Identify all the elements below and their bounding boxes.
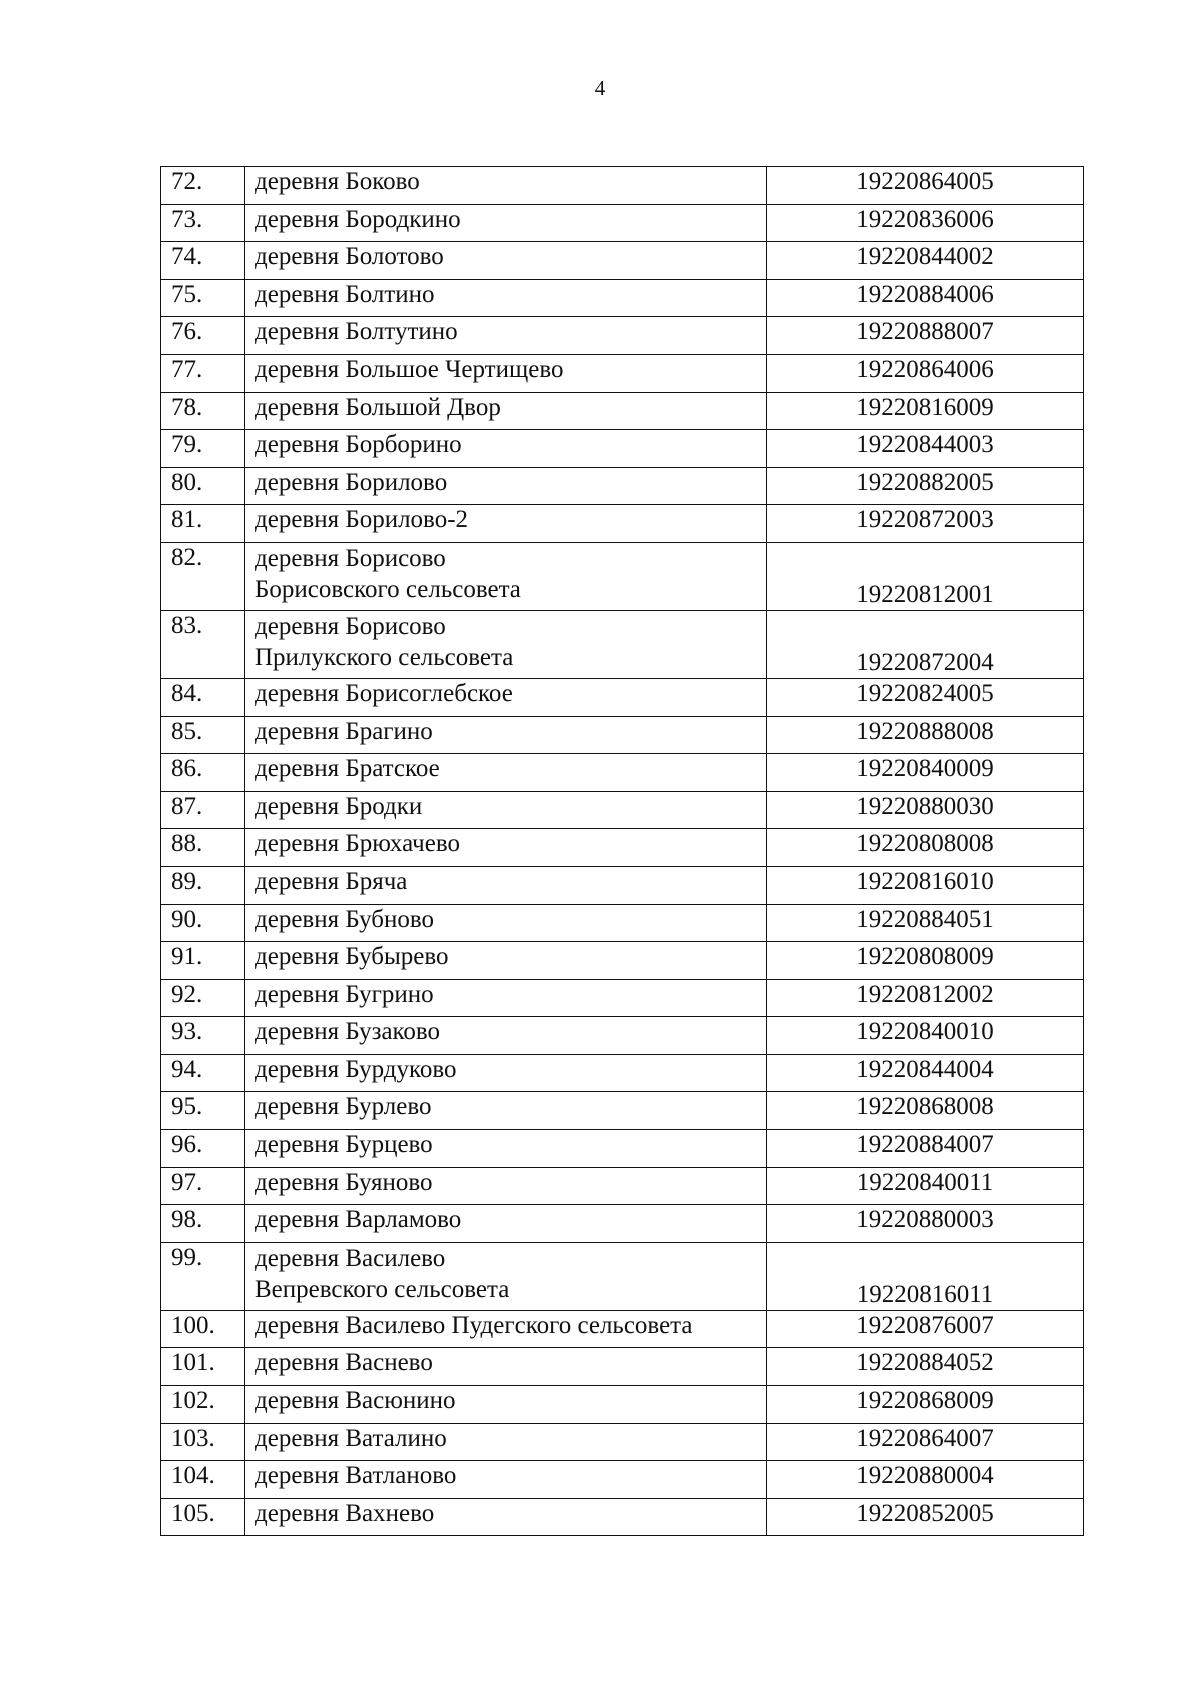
settlement-name: деревня Бурлево <box>245 1092 767 1130</box>
table-row <box>161 1242 1084 1310</box>
settlement-name: деревня Брюхачево <box>245 829 767 867</box>
oktmo-code: 19220864005 <box>767 167 1084 205</box>
settlement-name: деревня Болтутино <box>245 317 767 355</box>
settlement-name: деревня Бузаково <box>245 1017 767 1055</box>
settlement-name: деревня Бугрино <box>245 979 767 1017</box>
row-number: 77. <box>161 354 245 392</box>
table-row <box>161 1386 1084 1424</box>
row-number: 98. <box>161 1205 245 1243</box>
settlement-name: деревня Болотово <box>245 242 767 280</box>
row-number: 84. <box>161 678 245 716</box>
settlement-name-line: Прилукского сельсовета <box>255 643 514 671</box>
oktmo-code: 19220840011 <box>767 1167 1084 1205</box>
oktmo-code: 19220880003 <box>767 1205 1084 1243</box>
settlement-name: деревня Василево Пудегского сельсовета <box>245 1310 767 1348</box>
settlement-name: деревня Ваталино <box>245 1423 767 1461</box>
settlement-name-line: Вепревского сельсовета <box>255 1275 510 1303</box>
oktmo-code: 19220882005 <box>767 467 1084 505</box>
settlement-name: деревня Бородкино <box>245 204 767 242</box>
table-row <box>161 1461 1084 1499</box>
oktmo-code: 19220888008 <box>767 716 1084 754</box>
settlement-name: деревня Бубырево <box>245 942 767 980</box>
row-number: 73. <box>161 204 245 242</box>
row-number: 104. <box>161 1461 245 1499</box>
settlements-table-body <box>161 167 1084 1536</box>
oktmo-code: 19220816011 <box>767 1242 1084 1310</box>
row-number: 76. <box>161 317 245 355</box>
oktmo-code: 19220808008 <box>767 829 1084 867</box>
oktmo-code: 19220812002 <box>767 979 1084 1017</box>
row-number: 79. <box>161 430 245 468</box>
oktmo-code: 19220872003 <box>767 505 1084 543</box>
settlement-name: деревня Васнево <box>245 1348 767 1386</box>
oktmo-code: 19220876007 <box>767 1310 1084 1348</box>
oktmo-code: 19220884051 <box>767 904 1084 942</box>
table-row <box>161 1054 1084 1092</box>
oktmo-code: 19220868009 <box>767 1386 1084 1424</box>
settlement-name-line: деревня Василево <box>255 1244 446 1272</box>
settlements-table <box>160 166 1084 1536</box>
table-row <box>161 610 1084 678</box>
row-number: 100. <box>161 1310 245 1348</box>
row-number: 102. <box>161 1386 245 1424</box>
row-number: 95. <box>161 1092 245 1130</box>
row-number: 105. <box>161 1498 245 1536</box>
settlement-name: деревня Вахнево <box>245 1498 767 1536</box>
oktmo-code: 19220836006 <box>767 204 1084 242</box>
oktmo-code: 19220840009 <box>767 754 1084 792</box>
oktmo-code: 19220884006 <box>767 279 1084 317</box>
table-row <box>161 904 1084 942</box>
oktmo-code: 19220872004 <box>767 610 1084 678</box>
settlement-name: деревня Большое Чертищево <box>245 354 767 392</box>
row-number: 81. <box>161 505 245 543</box>
table-row <box>161 430 1084 468</box>
row-number: 91. <box>161 942 245 980</box>
row-number: 99. <box>161 1242 245 1310</box>
oktmo-code: 19220864006 <box>767 354 1084 392</box>
table-row <box>161 942 1084 980</box>
row-number: 85. <box>161 716 245 754</box>
settlement-name <box>245 542 767 610</box>
table-row <box>161 1017 1084 1055</box>
row-number: 87. <box>161 791 245 829</box>
oktmo-code: 19220816010 <box>767 866 1084 904</box>
oktmo-code: 19220888007 <box>767 317 1084 355</box>
settlement-name: деревня Васюнино <box>245 1386 767 1424</box>
oktmo-code: 19220812001 <box>767 542 1084 610</box>
row-number: 89. <box>161 866 245 904</box>
oktmo-code: 19220884052 <box>767 1348 1084 1386</box>
settlement-name: деревня Варламово <box>245 1205 767 1243</box>
table-row <box>161 167 1084 205</box>
row-number: 72. <box>161 167 245 205</box>
settlement-name: деревня Ватланово <box>245 1461 767 1499</box>
row-number: 82. <box>161 542 245 610</box>
oktmo-code: 19220864007 <box>767 1423 1084 1461</box>
settlement-name: деревня Брагино <box>245 716 767 754</box>
settlement-name <box>245 1242 767 1310</box>
oktmo-code: 19220824005 <box>767 678 1084 716</box>
table-row <box>161 467 1084 505</box>
row-number: 86. <box>161 754 245 792</box>
table-row <box>161 678 1084 716</box>
settlement-name: деревня Большой Двор <box>245 392 767 430</box>
settlement-name: деревня Боково <box>245 167 767 205</box>
table-row <box>161 505 1084 543</box>
table-row <box>161 1205 1084 1243</box>
table-row <box>161 829 1084 867</box>
table-row <box>161 354 1084 392</box>
oktmo-code: 19220844002 <box>767 242 1084 280</box>
oktmo-code: 19220844003 <box>767 430 1084 468</box>
oktmo-code: 19220808009 <box>767 942 1084 980</box>
settlement-name: деревня Борилово-2 <box>245 505 767 543</box>
settlement-name: деревня Бродки <box>245 791 767 829</box>
table-row <box>161 1310 1084 1348</box>
table-row <box>161 204 1084 242</box>
table-row <box>161 754 1084 792</box>
settlement-name: деревня Борборино <box>245 430 767 468</box>
oktmo-code: 19220868008 <box>767 1092 1084 1130</box>
table-row <box>161 866 1084 904</box>
oktmo-code: 19220880030 <box>767 791 1084 829</box>
settlement-name: деревня Бряча <box>245 866 767 904</box>
table-row <box>161 1092 1084 1130</box>
oktmo-code: 19220880004 <box>767 1461 1084 1499</box>
row-number: 88. <box>161 829 245 867</box>
table-row <box>161 791 1084 829</box>
row-number: 78. <box>161 392 245 430</box>
oktmo-code: 19220884007 <box>767 1130 1084 1168</box>
row-number: 74. <box>161 242 245 280</box>
table-row <box>161 242 1084 280</box>
table-row <box>161 317 1084 355</box>
table-row <box>161 1423 1084 1461</box>
settlement-name: деревня Буяново <box>245 1167 767 1205</box>
row-number: 96. <box>161 1130 245 1168</box>
table-row <box>161 542 1084 610</box>
row-number: 92. <box>161 979 245 1017</box>
table-row <box>161 279 1084 317</box>
settlement-name: деревня Болтино <box>245 279 767 317</box>
table-row <box>161 1167 1084 1205</box>
row-number: 90. <box>161 904 245 942</box>
page-number: 4 <box>594 76 606 100</box>
settlement-name <box>245 610 767 678</box>
settlement-name: деревня Бубново <box>245 904 767 942</box>
row-number: 75. <box>161 279 245 317</box>
settlement-name-line: деревня Борисово <box>255 612 446 640</box>
row-number: 80. <box>161 467 245 505</box>
oktmo-code: 19220852005 <box>767 1498 1084 1536</box>
table-row <box>161 1348 1084 1386</box>
settlement-name-line: деревня Борисово <box>255 544 446 572</box>
row-number: 83. <box>161 610 245 678</box>
table-row <box>161 1130 1084 1168</box>
row-number: 93. <box>161 1017 245 1055</box>
table-row <box>161 716 1084 754</box>
table-row <box>161 392 1084 430</box>
row-number: 103. <box>161 1423 245 1461</box>
settlement-name: деревня Братское <box>245 754 767 792</box>
settlement-name: деревня Бурцево <box>245 1130 767 1168</box>
table-row <box>161 979 1084 1017</box>
table-row <box>161 1498 1084 1536</box>
settlement-name-line: Борисовского сельсовета <box>255 575 521 603</box>
settlement-name: деревня Бурдуково <box>245 1054 767 1092</box>
settlement-name: деревня Борисоглебское <box>245 678 767 716</box>
settlement-name: деревня Борилово <box>245 467 767 505</box>
oktmo-code: 19220844004 <box>767 1054 1084 1092</box>
oktmo-code: 19220816009 <box>767 392 1084 430</box>
row-number: 101. <box>161 1348 245 1386</box>
row-number: 97. <box>161 1167 245 1205</box>
row-number: 94. <box>161 1054 245 1092</box>
oktmo-code: 19220840010 <box>767 1017 1084 1055</box>
